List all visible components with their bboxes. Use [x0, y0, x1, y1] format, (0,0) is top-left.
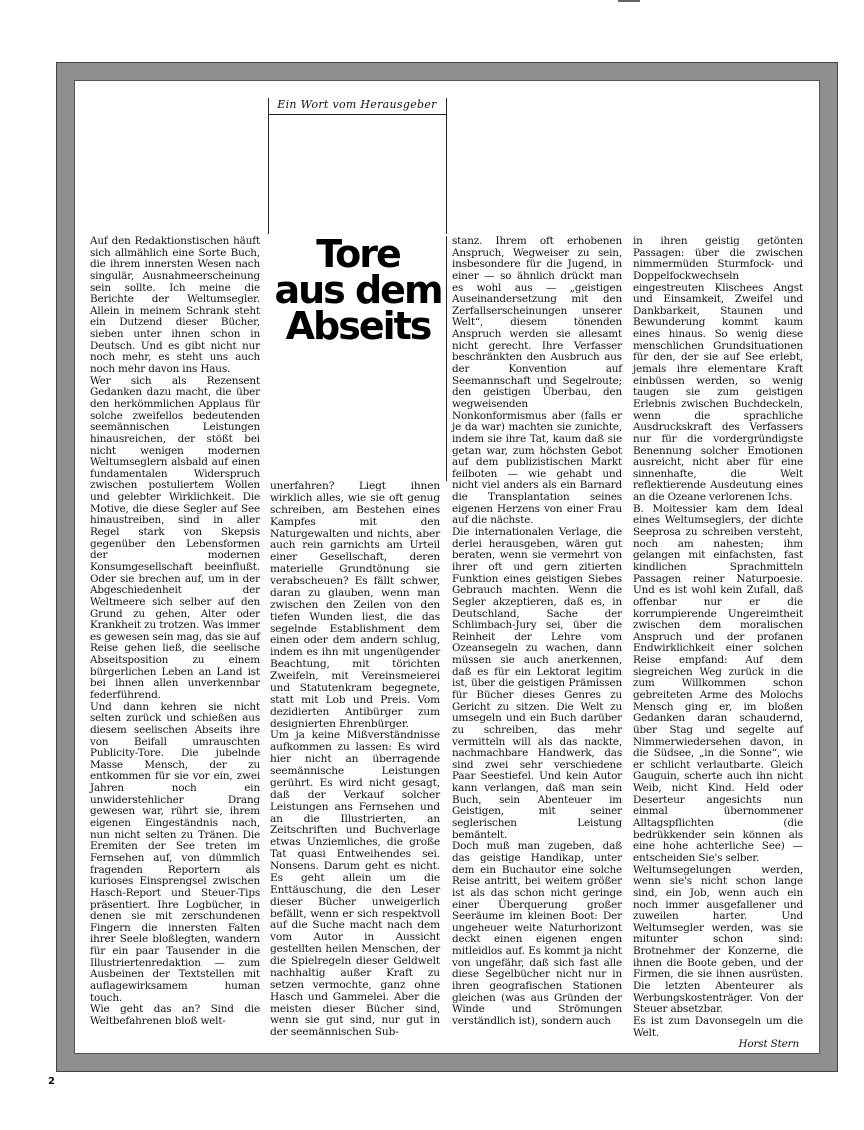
paragraph: Es ist zum Davonsegeln um die Welt.	[633, 1014, 803, 1039]
title-line-3: Abseits	[285, 304, 431, 348]
paragraph: Weltumsegelungen werden, wenn sie's nicht schon lange sind, ein Job, wenn auch ein noch immer ausgefallener und zuweilen harter. Und Weltumsegler werden, was sie mitunter schon sind: Brotnehmer der Konzerne, die ihnen die Boote geben, und der Firmen, die sie ihnen ausrüsten. Die letzten Abenteurer als Werbungskostenträger. Von der Steuer absetzbar.	[633, 863, 803, 1016]
author-signature: Horst Stern	[738, 1038, 799, 1051]
column-2	[270, 481, 440, 1039]
rule-divider-middle	[446, 236, 447, 481]
paragraph: stanz. Ihrem oft erhobenen Anspruch, Wegweiser zu sein, insbesondere für die Jugend, in einer — so ähnlich drückt man es wohl aus — „geistigen Auseinandersetzung mit den Zerfallserscheinungen unserer Welt“, diesem tönenden Anspruch werden sie allesamt nicht gerecht. Ihre Verfasser beschränkten den Ausbruch aus der Konvention auf Seemannschaft und Segelroute; den geistigen Überbau, den wegweisenden Nonkonformismus aber (falls er je da war) machten sie zunichte, indem sie ihre Tat, kaum daß sie getan war, zum höchsten Gebot auf dem publizistischen Markt feilboten — wie gehabt und nicht viel anders als ein Barnard die Transplantation seines eigenen Herzens von einer Frau auf die nächste.	[452, 235, 622, 527]
column-1	[90, 236, 260, 1028]
rule-right	[446, 98, 447, 234]
column-4	[633, 236, 803, 1051]
paragraph: in ihren geistig getönten Passagen: über die zwischen nimmermüden Sturmfock- und Doppelfockwechseln eingestreuten Klischees Angst und Einsamkeit, Zweifel und Dankbarkeit, Staunen und Bewunderung kommt kaum eines hinaus. So wenig diese menschlichen Grundsituationen für den, der sie auf See erlebt, jemals ihre elementare Kraft einbüssen werden, so wenig taugen sie zum geistigen Erlebnis zwischen Buchdeckeln, wenn die sprachliche Ausdruckskraft des Verfassers nur für die vordergründigste Benennung solcher Emotionen ausreicht, nicht aber für eine sinnenhafte, die Welt reflektierende Ausdeutung eines an die Ozeane verlorenen Ichs.	[633, 235, 803, 504]
paragraph: Und dann kehren sie nicht selten zurück und schießen aus diesem seelischen Abseits ihre von Beifall umrauschten Publicity-Tore. Die jubelnde Masse Mensch, der zu entkommen für sie vor ein, zwei Jahren noch ein unwiderstehlicher Drang gewesen war, rührt sie, ihrem eigenen Eingeständnis nach, nun nicht selten zu Tränen. Die Eremiten der See treten im Fernsehen auf, von dümmlich fragenden Reportern als kurioses Einsprengsel zwischen Hasch-Report und Steuer-Tips präsentiert. Ihre Logbücher, in denen sie mit zerschundenen Fingern die innersten Falten ihrer Seele bloßlegten, wandern für ein paar Tausender in die Illustriertenredaktion — zum Ausbeinen der Textstellen mit auflagewirksamem human touch.	[90, 700, 260, 1004]
scan-mark	[618, 0, 640, 2]
paragraph: Wer sich als Rezensent Gedanken dazu macht, die über den herkömmlichen Applaus für solche zweifellos bedeutenden seemännischen Leistungen hinausreichen, der stößt bei nicht wenigen modernen Weltumseglern alsbald auf einen fundamentalen Widerspruch zwischen postuliertem Wollen und gelebter Wirklichkeit. Die Motive, die diese Segler auf See hinaustreiben, sind in aller Regel stark von Skepsis gegenüber den Lebensformen der modernen Konsumgesellschaft beeinflußt. Oder sie brechen auf, um in der Abgeschiedenheit der Weltmeere sich selber auf den Grund zu gehen, Alter oder Krankheit zu trotzen. Was immer es gewesen sein mag, das sie auf Reise gehen ließ, die seelische Abseitsposition zu einem bürgerlichen Leben an Land ist bei ihnen allen unverkennbar federführend.	[90, 374, 260, 701]
article-title	[270, 232, 446, 348]
paragraph: B. Moitessier kam dem Ideal eines Weltumseglers, der dichte Seeprosa zu schreiben versteht, noch am nahesten; ihm gelangen mit einfachsten, fast kindlichen Sprachmitteln Passagen reiner Naturpoesie. Und es ist wohl kein Zufall, daß offenbar nur er die korrumpierende Ungereimtheit zwischen dem moralischen Anspruch und der profanen Endwirklichkeit einer solchen Reise empfand: Auf dem siegreichen Weg zurück in die zum Willkommen schon gebreiteten Arme des Molochs Mensch ging er, im bloßen Gedanken daran schaudernd, über Stag und segelte auf Nimmerwiedersehen davon, in die Südsee, „in die Sonne“, wie er schlicht verlautbarte. Gleich Gauguin, scherte auch ihn nicht Weib, nicht Kind. Held oder Deserteur angesichts nun einmal übernommener Alltagspflichten (die bedrükkender sein können als eine hohe achterliche See) — entscheiden Sie's selber.	[633, 502, 803, 864]
paragraph: Wie geht das an? Sind die Weltbefahrenen bloß welt-	[90, 1003, 260, 1027]
page-number: 2	[48, 1076, 55, 1087]
paragraph: Um ja keine Mißverständnisse aufkommen zu lassen: Es wird hier nicht an überragende seemännische Leistungen gerührt. Es wird nicht gesagt, daß der Verkauf solcher Leistungen ans Fernsehen und an die Illustrierten, an Zeitschriften und Buchverlage etwas Unziemliches, die große Tat quasi Entweihendes sei. Nonsens. Darum geht es nicht. Es geht allein um die Enttäuschung, die den Leser dieser Bücher unweigerlich befällt, wenn er sich respektvoll auf die Suche macht nach dem vom Autor in Aussicht gestellten heilen Menschen, der die Spielregeln dieser Geldwelt nachhaltig außer Kraft zu setzen vermochte, ganz ohne Hasch und Gammelei. Aber die meisten dieser Bücher sind, wenn sie gut sind, nur gut in der seemännischen Sub-	[270, 729, 440, 1039]
paragraph: Auf den Redaktionstischen häuft sich allmählich eine Sorte Buch, die ihrem innersten Wesen nach singulär, Ausnahmeerscheinung sein sollte. Ich meine die Berichte der Weltumsegler. Allein in meinem Schrank steht ein Dutzend dieser Bücher, sieben unter ihnen schon in Deutsch. Und es gibt nicht nur noch mehr, es steht uns auch noch mehr davon ins Haus.	[90, 235, 260, 376]
title-line-1: Tore	[316, 232, 400, 276]
paragraph: Die internationalen Verlage, die derlei herausgeben, wären gut beraten, wenn sie vermehrt von ihrer oft und gern zitierten Funktion eines geistigen Siebes Gebrauch machten. Wenn die Segler akzeptieren, daß es, in Deutschland, Sache der Schlimbach-Jury sei, über die Reinheit der Lehre vom Ozeansegeln zu wachen, dann müssen sie auch anerkennen, daß es für ein Lektorat legitim ist, über die geistigen Prämissen für Bücher dieses Genres zu Gericht zu sitzen. Die Welt zu umsegeln und ein Buch darüber zu schreiben, das mehr vermitteln will als das nackte, nachmachbare Handwerk, das sind zwei sehr verschiedene Paar Seestiefel. Und kein Autor kann verlangen, daß man sein Buch, sein Abenteuer im Geistigen, mit seiner seglerischen Leistung bemäntelt.	[452, 526, 622, 841]
rule-left	[268, 98, 269, 234]
title-line-2: aus dem	[274, 268, 442, 312]
paragraph: Doch muß man zugeben, daß das geistige Handikap, unter dem ein Buchautor eine solche Reise antritt, bei weitem größer ist als das schon nicht geringe einer Überquerung großer Seeräume im kleinen Boot: Der ungeheuer weite Naturhorizont deckt einen eigenen engen mitleidlos auf. Es kommt ja nicht von ungefähr, daß sich fast alle diese Segelbücher nicht nur in ihren geografischen Stationen gleichen (was aus Gründen der Winde und Strömungen verständlich ist), sondern auch	[452, 840, 622, 1027]
paragraph: unerfahren? Liegt ihnen wirklich alles, wie sie oft genug schreiben, am Bestehen eines Kampfes mit den Naturgewalten und nichts, aber auch rein garnichts am Urteil einer Gesellschaft, deren materielle Grundtönung sie verabscheuen? Es fällt schwer, daran zu glauben, wenn man zwischen den Zeilen von den tiefen Wunden liest, die das segelnde Establishment dem einen oder dem andern schlug, indem es ihn mit ungenügender Beachtung, mit törichten Zweifeln, mit Vereinsmeierei und Statutenkram begegnete, statt mit Lob und Preis. Vom dezidierten Antibürger zum designierten Ehrenbürger.	[270, 480, 440, 730]
column-3	[452, 236, 622, 1028]
column-heading: Ein Wort vom Herausgeber	[268, 98, 446, 115]
